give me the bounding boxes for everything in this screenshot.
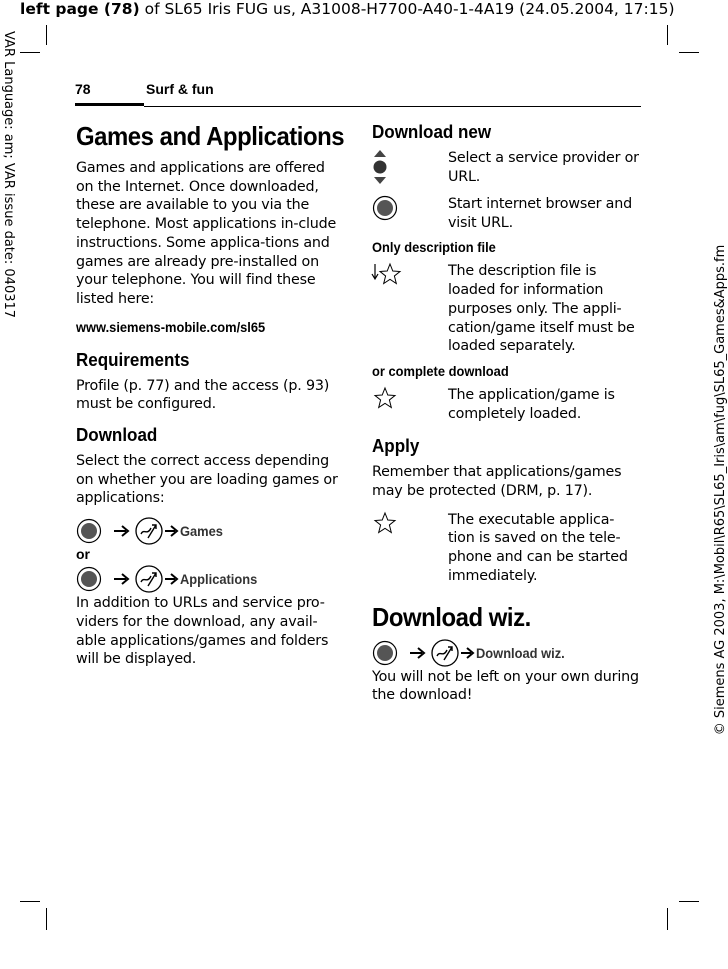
download-new-heading: Download new — [372, 121, 492, 142]
download-wiz-heading: Download wiz. — [372, 601, 531, 632]
side-language-info: VAR Language: am; VAR issue date: 040317 — [1, 31, 16, 319]
star-icon — [372, 386, 398, 410]
internet-icon — [134, 516, 164, 546]
crop-mark — [667, 25, 668, 45]
section-title: Surf & fun — [146, 81, 214, 97]
center-key-icon — [372, 640, 398, 666]
nav-download-wiz-label: Download wiz. — [476, 644, 565, 661]
nav-path-applications — [76, 566, 340, 592]
requirements-text: Profile (p. 77) and the access (p. 93) must be configured. — [76, 377, 330, 413]
page-heading: Games and Applications — [76, 121, 345, 151]
internet-icon — [134, 564, 164, 594]
internet-icon — [430, 638, 460, 668]
crop-mark — [46, 25, 47, 45]
header-page-ref: left page (78) — [20, 0, 140, 18]
nav-applications-label: Applications — [180, 571, 258, 588]
nav-games-label: Games — [180, 523, 223, 540]
crop-mark — [679, 901, 699, 902]
complete-download-heading: or complete download — [372, 362, 509, 379]
crop-mark — [20, 52, 40, 53]
nav-path-games — [76, 518, 340, 544]
control-key-icon — [372, 149, 388, 185]
left-column — [76, 121, 345, 679]
step-start-browser-text: Start internet browser and visit URL. — [448, 196, 632, 231]
center-key-icon — [76, 566, 102, 592]
step-select-provider — [372, 149, 640, 189]
requirements-heading: Requirements — [76, 348, 190, 370]
crop-mark — [667, 908, 668, 930]
center-key-icon — [76, 518, 102, 544]
step-complete-download — [372, 386, 640, 423]
description-file-icon — [372, 262, 402, 286]
download-wiz-text: You will not be left on your own during the download! — [372, 668, 639, 704]
crop-mark — [46, 908, 47, 930]
download-heading: Download — [76, 424, 158, 446]
header-file-info: of SL65 Iris FUG us, A31008-H7700-A40-1-4A19 (24.05.2004, 17:15) — [139, 0, 675, 18]
step-executable — [372, 511, 640, 586]
center-key-icon — [372, 195, 398, 221]
step-description-file — [372, 262, 640, 356]
step-description-file-text: The description file is loaded for information purposes only. The appli-cation/game itself must be loaded separately. — [448, 263, 635, 355]
download-text-2: In addition to URLs and service pro-viders for the download, any avail-able applications/games and folders will be displayed. — [76, 595, 329, 668]
page-number: 78 — [75, 81, 91, 97]
side-copyright: © Siemens AG 2003, M:\Mobil\R65\SL65_Iris\am\fug\SL65_Games&Apps.fm — [713, 244, 728, 736]
arrow-right-icon — [164, 571, 180, 587]
header-bar — [75, 103, 144, 106]
download-url: www.siemens-mobile.com/sl65 — [76, 318, 266, 335]
download-text: Select the correct access depending on whether you are loading games or applications: — [76, 453, 338, 507]
step-start-browser — [372, 195, 640, 232]
header-rule — [144, 106, 641, 107]
step-executable-text: The executable applica-tion is saved on the tele-phone and can be started immediately. — [448, 511, 628, 584]
crop-mark — [679, 52, 699, 53]
apply-text: Remember that applications/games may be protected (DRM, p. 17). — [372, 464, 622, 500]
arrow-right-icon — [164, 523, 180, 539]
or-label: or — [76, 546, 90, 563]
crop-mark — [20, 901, 40, 902]
apply-heading: Apply — [372, 435, 420, 457]
step-select-provider-text: Select a service provider or URL. — [448, 150, 639, 185]
arrow-right-icon — [408, 645, 430, 661]
file-header — [20, 0, 675, 18]
star-icon — [372, 511, 398, 535]
nav-path-download-wiz — [372, 640, 640, 666]
right-column — [372, 121, 640, 715]
step-complete-download-text: The application/game is completely loaded. — [448, 386, 615, 422]
arrow-right-icon — [112, 523, 134, 539]
arrow-right-icon — [112, 571, 134, 587]
intro-paragraph: Games and applications are offered on the Internet. Once downloaded, these are available to you via the telephone. Most applications in-clude instructions. Some applica-tions and games are already pre-installed on your telephone. You will find these listed here: — [76, 160, 337, 307]
arrow-right-icon — [460, 645, 476, 661]
only-description-heading: Only description file — [372, 239, 496, 256]
